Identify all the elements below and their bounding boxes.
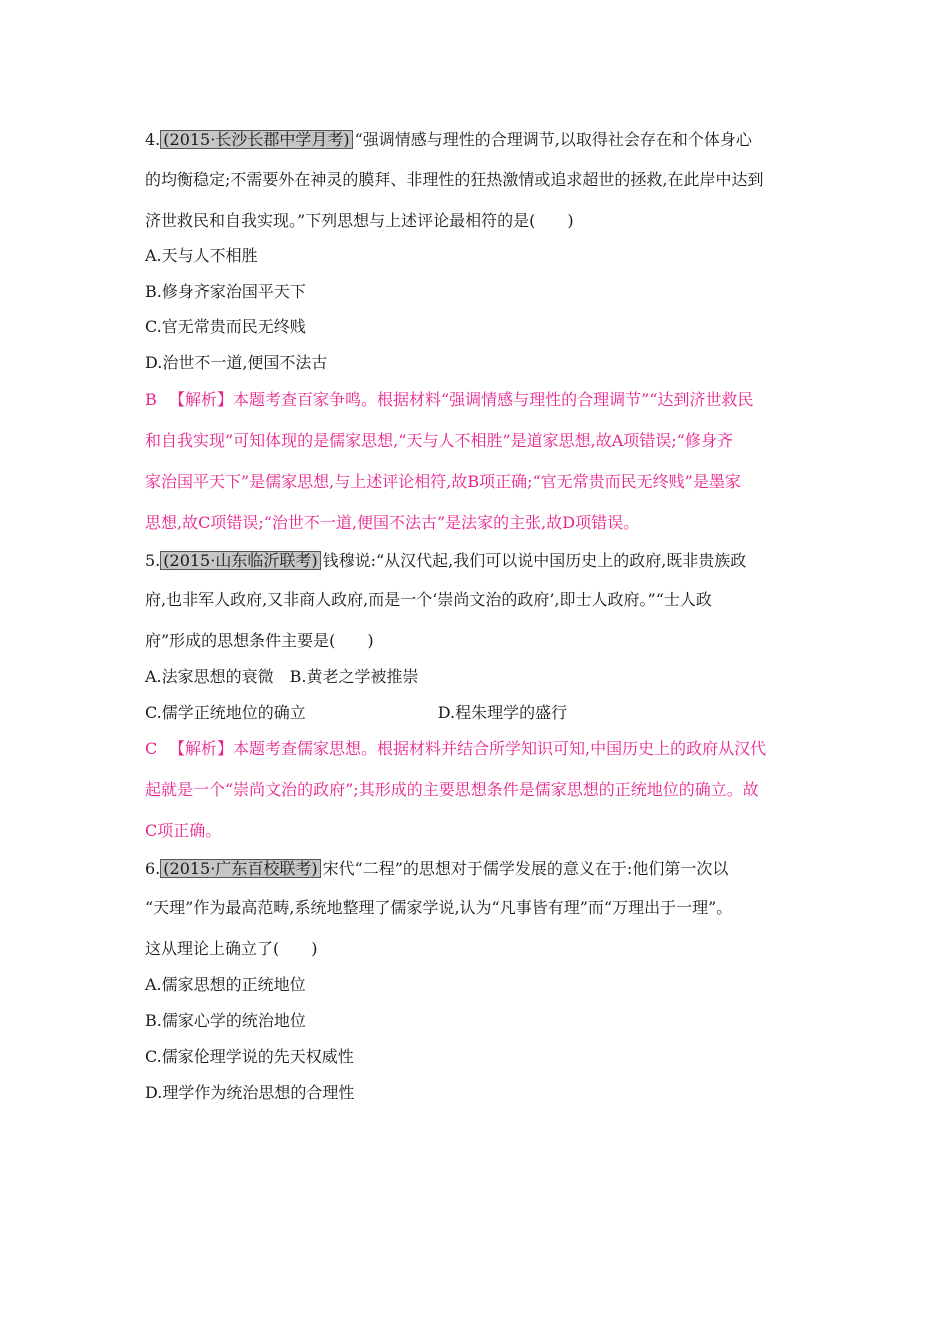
- question-4-option-b: B.修身齐家治国平天下: [145, 282, 306, 301]
- source-tag: (2015·山东临沂联考): [160, 551, 320, 570]
- question-5-option-cd: [145, 705, 567, 721]
- answer-letter: B: [145, 390, 157, 409]
- answer-text: 【解析】本题考查百家争鸣。根据材料“强调情感与理性的合理调节”“达到济世救民: [169, 390, 754, 409]
- question-5-answer-line-2: 起就是一个“崇尚文治的政府”;其形成的主要思想条件是儒家思想的正统地位的确立。故: [145, 780, 759, 799]
- question-5-stem-line-1: [145, 551, 746, 570]
- question-5-option-d: D.程朱理学的盛行: [437, 703, 568, 722]
- question-text: 钱穆说:“从汉代起,我们可以说中国历史上的政府,既非贵族政: [322, 551, 747, 570]
- question-5-option-ab: A.法家思想的衰微 B.黄老之学被推崇: [145, 667, 419, 686]
- question-4-stem-line-2: 的均衡稳定;不需要外在神灵的膜拜、非理性的狂热激情或追求超世的拯救,在此岸中达到: [145, 170, 764, 189]
- question-number: 5.: [145, 551, 161, 570]
- question-text: 宋代“二程”的思想对于儒学发展的意义在于:他们第一次以: [322, 859, 729, 878]
- question-number: 4.: [145, 130, 161, 149]
- question-number: 6.: [145, 859, 161, 878]
- question-6-option-c: C.儒家伦理学说的先天权威性: [145, 1047, 354, 1066]
- question-6-stem-line-1: [145, 859, 728, 878]
- source-tag: (2015·广东百校联考): [160, 859, 320, 878]
- question-4-answer-line-4: 思想,故C项错误;“治世不一道,便国不法古”是法家的主张,故D项错误。: [145, 513, 640, 532]
- question-4-answer-line-2: 和自我实现”可知体现的是儒家思想,“天与人不相胜”是道家思想,故A项错误;“修身齐: [145, 431, 733, 450]
- question-4-option-a: A.天与人不相胜: [145, 246, 258, 265]
- question-4-answer-line-3: 家治国平天下”是儒家思想,与上述评论相符,故B项正确;“官无常贵而民无终贱”是墨家: [145, 472, 741, 491]
- question-5-stem-line-2: 府,也非军人政府,又非商人政府,而是一个‘崇尚文治的政府’,即士人政府。”“士人政: [145, 590, 712, 609]
- question-4-option-c: C.官无常贵而民无终贱: [145, 317, 306, 336]
- question-4-answer-line-1: [145, 392, 754, 408]
- question-6-stem-line-3: 这从理论上确立了( ): [145, 939, 318, 958]
- question-text: “强调情感与理性的合理调节,以取得社会存在和个体身心: [354, 130, 752, 149]
- question-6-option-d: D.理学作为统治思想的合理性: [145, 1083, 355, 1102]
- answer-letter: C: [145, 739, 158, 758]
- question-4-option-d: D.治世不一道,便国不法古: [145, 353, 328, 372]
- question-6-option-a: A.儒家思想的正统地位: [145, 975, 306, 994]
- question-4-stem-line-3: 济世救民和自我实现。”下列思想与上述评论最相符的是( ): [145, 211, 574, 230]
- source-tag: (2015·长沙长郡中学月考): [160, 130, 352, 149]
- question-5-answer-line-1: [145, 741, 766, 757]
- question-6-stem-line-2: “天理”作为最高范畴,系统地整理了儒家学说,认为“凡事皆有理”而“万理出于一理”。: [145, 898, 733, 917]
- question-4-stem-line-1: [145, 130, 752, 149]
- question-5-stem-line-3: 府”形成的思想条件主要是( ): [145, 631, 374, 650]
- question-5-answer-line-3: C项正确。: [145, 821, 222, 840]
- question-6-option-b: B.儒家心学的统治地位: [145, 1011, 306, 1030]
- question-5-option-c: C.儒学正统地位的确立: [145, 703, 306, 722]
- answer-text: 【解析】本题考查儒家思想。根据材料并结合所学知识可知,中国历史上的政府从汉代: [169, 739, 767, 758]
